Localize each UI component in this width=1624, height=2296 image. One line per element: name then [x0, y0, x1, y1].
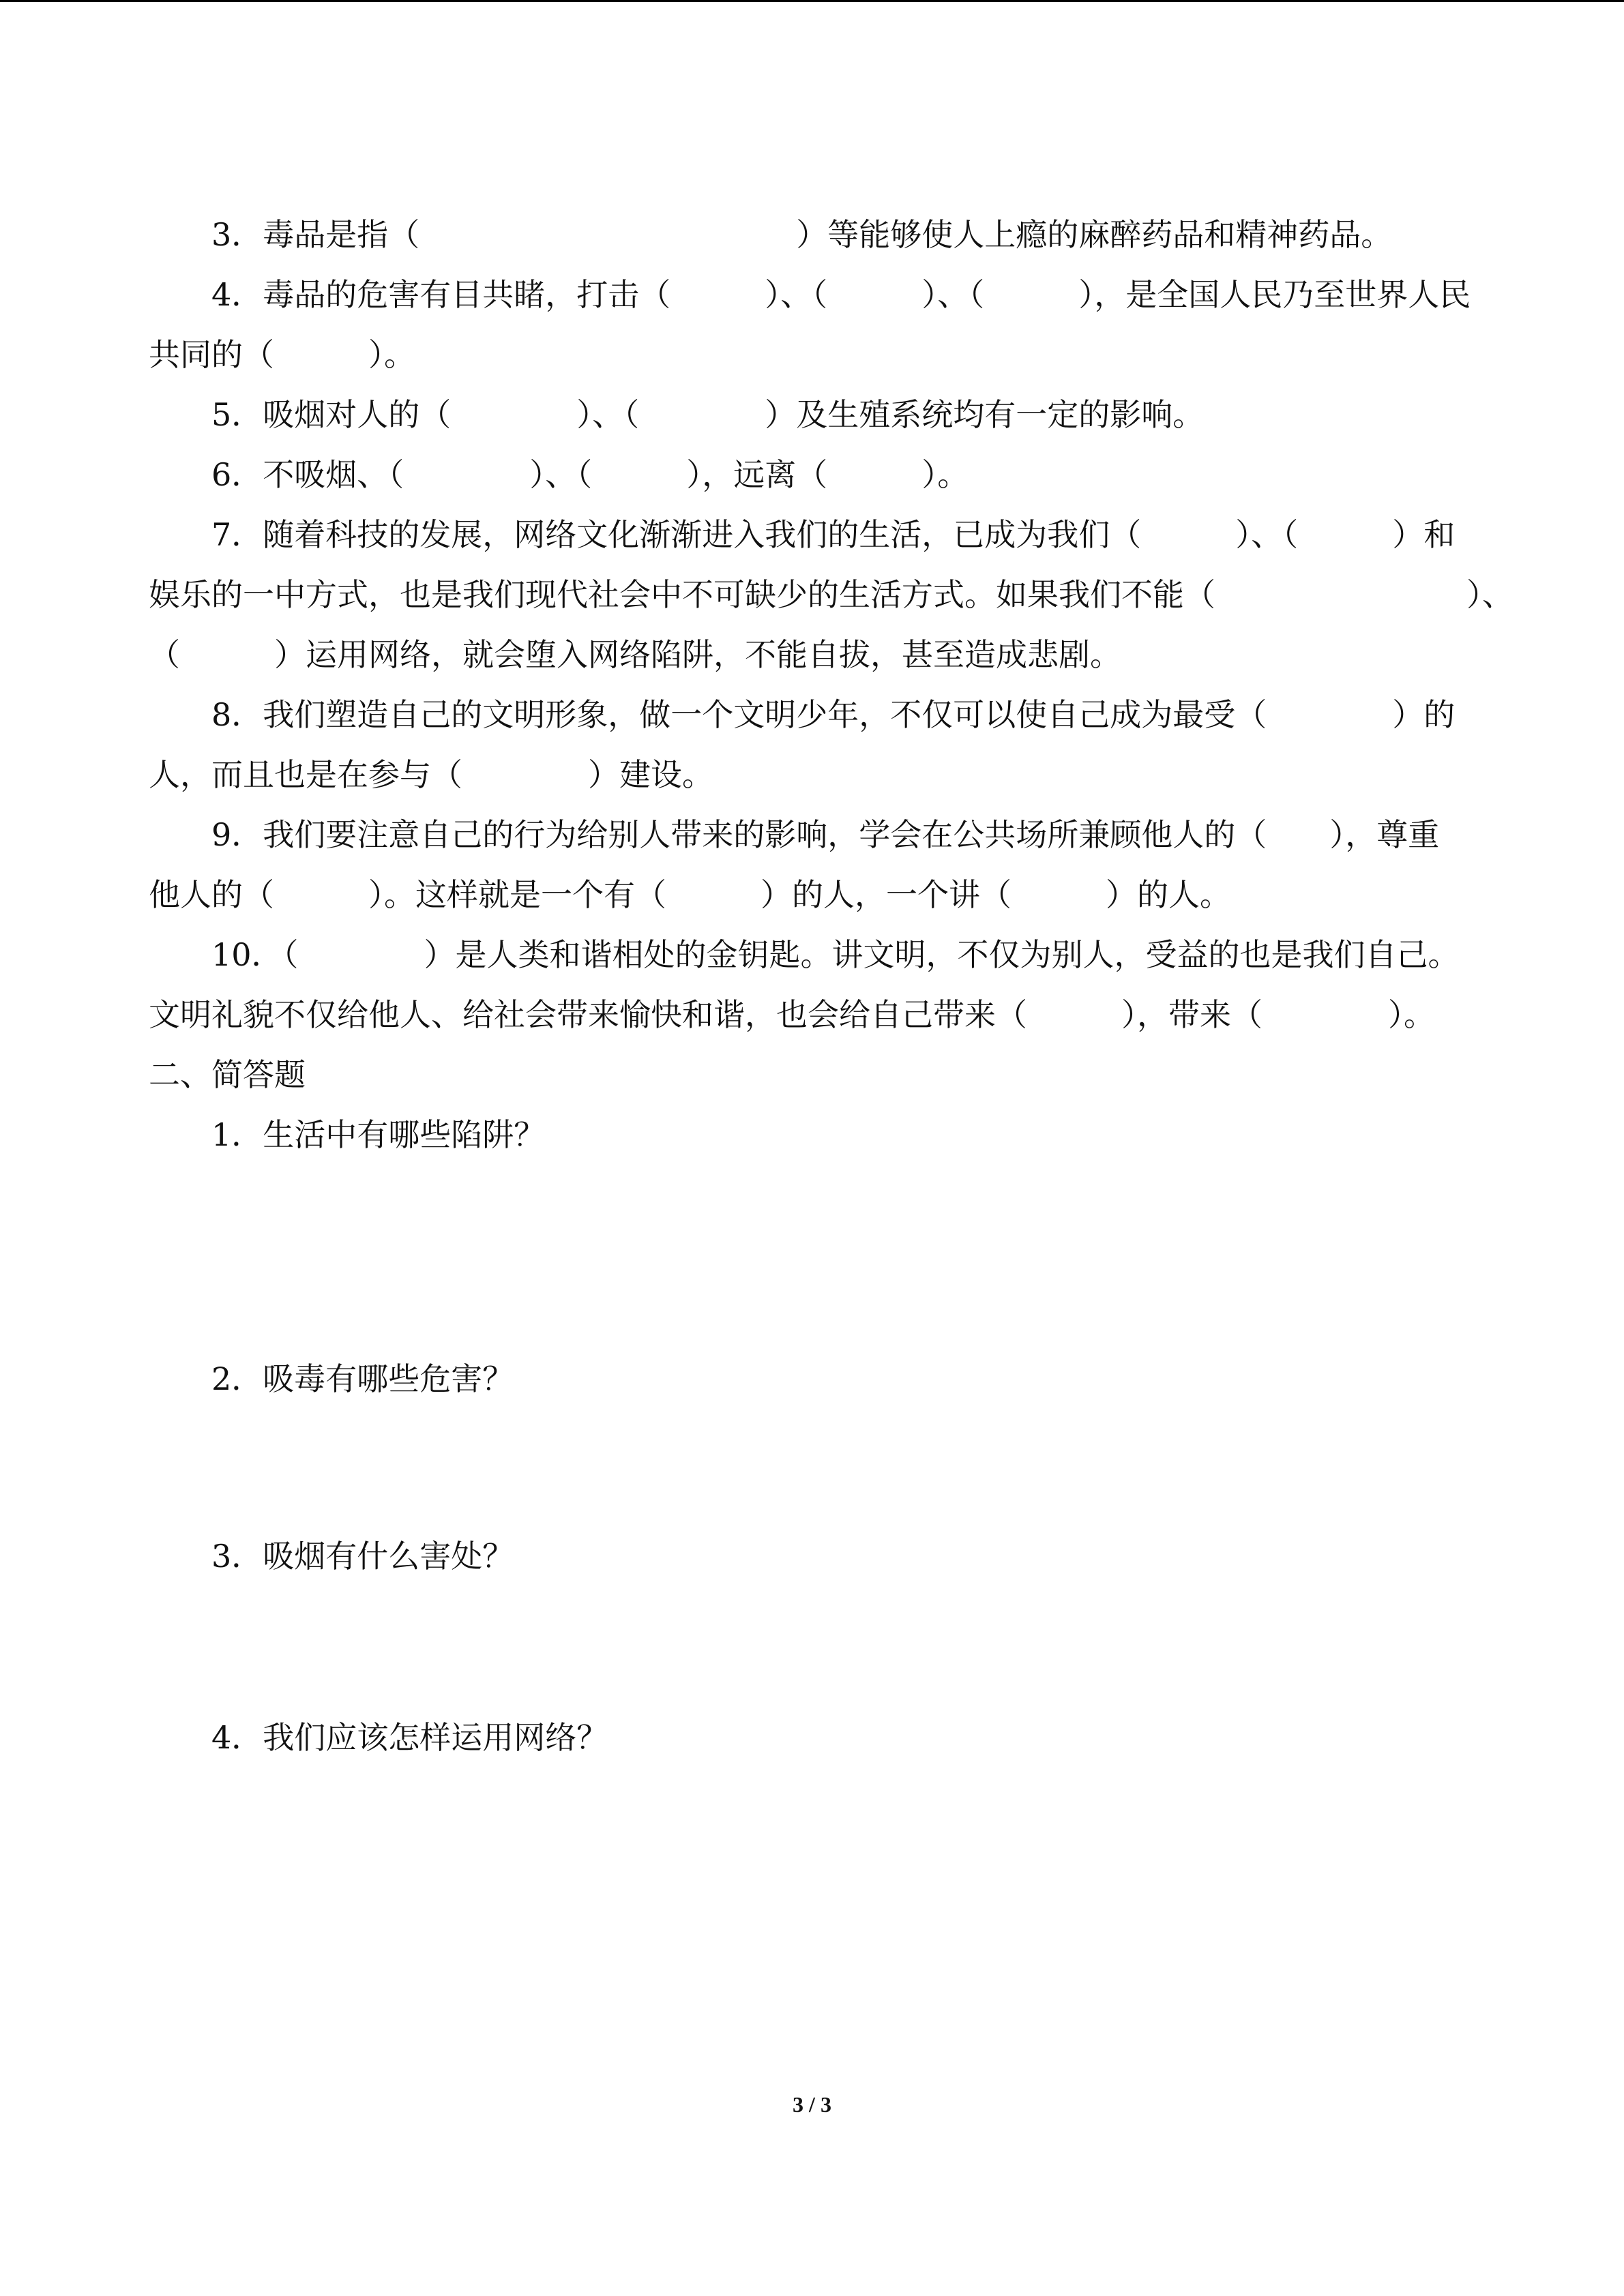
question-7: 7．随着科技的发展，网络文化渐渐进入我们的生活，已成为我们（ ）、（ ）和 — [211, 516, 1456, 553]
question-9-cont: 他人的（ ）。这样就是一个有（ ）的人，一个讲（ ）的人。 — [149, 876, 1231, 913]
question-3: 3．毒品是指（ ）等能够使人上瘾的麻醉药品和精神药品。 — [211, 216, 1393, 253]
question-6: 6．不吸烟、（ ）、（ ），远离（ ）。 — [211, 456, 969, 493]
short-answer-1: 1．生活中有哪些陷阱？ — [211, 1116, 546, 1153]
top-border — [0, 0, 1624, 2]
short-answer-3: 3．吸烟有什么害处？ — [211, 1538, 514, 1575]
short-answer-2: 2．吸毒有哪些危害？ — [211, 1360, 514, 1397]
question-7-cont: 娱乐的一中方式，也是我们现代社会中不可缺少的生活方式。如果我们不能（ ）、 — [149, 576, 1514, 613]
question-10-cont: 文明礼貌不仅给他人、给社会带来愉快和谐，也会给自己带来（ ），带来（ ）。 — [149, 996, 1435, 1033]
question-8-cont: 人，而且也是在参与（ ）建设。 — [149, 756, 713, 793]
section-heading: 二、简答题 — [149, 1056, 306, 1093]
page-number: 3 / 3 — [793, 2092, 831, 2117]
short-answer-4: 4．我们应该怎样运用网络？ — [211, 1719, 608, 1756]
question-8: 8．我们塑造自己的文明形象，做一个文明少年，不仅可以使自己成为最受（ ）的 — [211, 696, 1456, 733]
question-4: 4．毒品的危害有目共睹，打击（ ）、（ ）、（ ），是全国人民乃至世界人民 — [211, 276, 1471, 313]
question-7-cont-2: （ ）运用网络，就会堕入网络陷阱，不能自拔，甚至造成悲剧。 — [149, 636, 1121, 673]
question-10: 10．（ ）是人类和谐相处的金钥匙。讲文明，不仅为别人，受益的也是我们自己。 — [211, 936, 1460, 973]
question-9: 9．我们要注意自己的行为给别人带来的影响，学会在公共场所兼顾他人的（ ），尊重 — [211, 816, 1440, 853]
question-4-cont: 共同的（ ）。 — [149, 336, 415, 373]
question-5: 5．吸烟对人的（ ）、（ ）及生殖系统均有一定的影响。 — [211, 396, 1205, 433]
